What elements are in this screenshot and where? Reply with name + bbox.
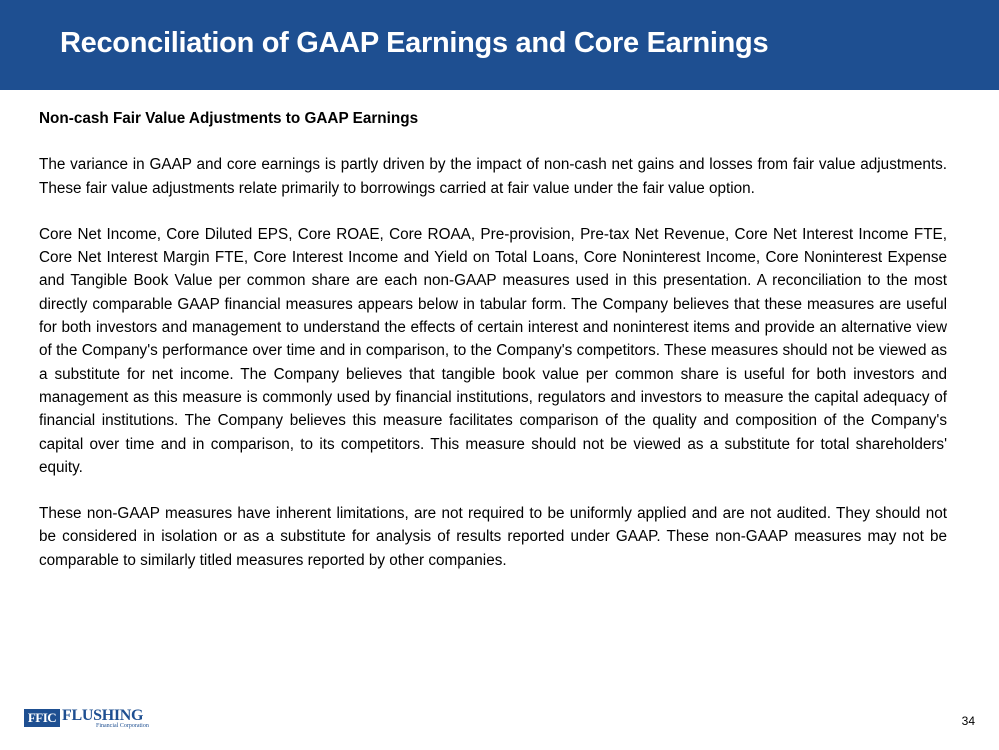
logo-subtitle: Financial Corporation	[96, 723, 149, 729]
company-logo	[24, 707, 152, 729]
logo-mark: FFIC	[24, 709, 60, 727]
page-title: Reconciliation of GAAP Earnings and Core Earnings	[60, 27, 769, 59]
logo-wordmark: FLUSHING	[62, 707, 144, 724]
paragraph-limitations: These non-GAAP measures have inherent limitations, are not required to be uniformly applied and are not audited. They should not be considered in isolation or as a substitute for analysis of results reported under GAAP. These non-GAAP measures may not be comparable to similarly titled measures reported by other companies.	[39, 505, 947, 569]
page-number: 34	[961, 714, 975, 728]
paragraph-non-gaap-measures: Core Net Income, Core Diluted EPS, Core ROAE, Core ROAA, Pre-provision, Pre-tax Net Revenue, Core Net Interest Income FTE, Core Net Interest Margin FTE, Core Interest Income and Yield on Total Loans, Core Noninterest Income, Core Noninterest Expense and Tangible Book Value per common share are each non-GAAP measures used in this presentation. A reconciliation to the most directly comparable GAAP financial measures appears below in tabular form. The Company believes that these measures are useful for both investors and management to understand the effects of certain interest and noninterest items and provide an alternative view of the Company's performance over time and in comparison, to the Company's competitors. These measures should not be viewed as a substitute for net income. The Company believes that tangible book value per common share is useful for both investors and management as this measure is commonly used by financial institutions, regulators and investors to measure the capital adequacy of financial institutions. The Company believes this measure facilitates comparison of the quality and composition of the Company's capital over time and in comparison, to its competitors. This measure should not be viewed as a substitute for total shareholders' equity.	[39, 225, 947, 476]
content-area	[39, 107, 947, 595]
paragraph-fair-value: The variance in GAAP and core earnings is partly driven by the impact of non-cash net gains and losses from fair value adjustments. These fair value adjustments relate primarily to borrowings carried at fair value under the fair value option.	[39, 156, 947, 197]
section-heading: Non-cash Fair Value Adjustments to GAAP Earnings	[39, 110, 419, 127]
header-bar	[0, 0, 999, 90]
